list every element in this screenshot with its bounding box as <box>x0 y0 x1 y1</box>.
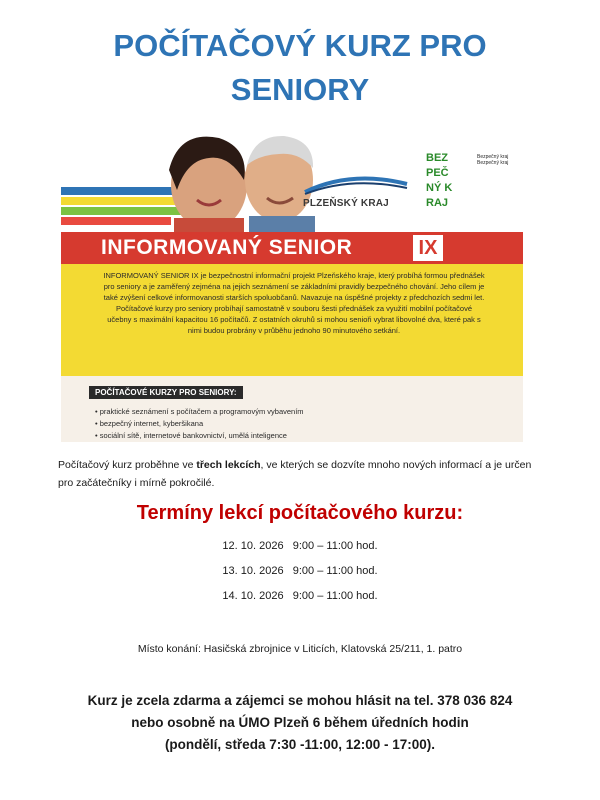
contact-line-3: (pondělí, středa 7:30 -11:00, 12:00 - 17:00). <box>164 737 436 752</box>
page-title <box>0 24 600 112</box>
topics-list <box>95 406 304 442</box>
title-line-1: POČÍTAČOVÝ KURZ PRO <box>113 28 487 63</box>
course-topics-box <box>61 376 523 442</box>
title-line-2: SENIORY <box>230 72 370 107</box>
contact-info <box>0 690 600 756</box>
plzensky-kraj-label: PLZEŇSKÝ KRAJ <box>303 198 389 209</box>
terms-heading: Termíny lekcí počítačového kurzu: <box>136 502 464 524</box>
contact-line-2: nebo osobně na ÚMO Plzeň 6 během úředních hodin <box>131 715 469 730</box>
banner-number: IX <box>413 235 443 261</box>
project-description-box <box>61 264 523 376</box>
poster-banner <box>61 232 523 264</box>
term-item: 12. 10. 2026 9:00 – 11:00 hod. <box>222 540 378 552</box>
banner-title: INFORMOVANÝ SENIOR <box>101 236 353 259</box>
project-poster <box>61 130 523 442</box>
venue-text: Místo konání: Hasičská zbrojnice v Liticích, Klatovská 25/211, 1. patro <box>137 643 463 655</box>
intro-paragraph: Počítačový kurz proběhne ve třech lekcích, ve kterých se dozvíte mnoho nových informací a je určen pro začátečníky i mírně pokročilé. <box>58 459 532 489</box>
poster-header <box>61 130 523 232</box>
project-description: INFORMOVANÝ SENIOR IX je bezpečnostní informační projekt Plzeňského kraje, který probíhá formou přednášek pro seniory a je zaměřený zejména na jejich seznámení se základními pravidly bezpečného chování. Jeho cílem je také zvýšení celkové informovanosti starších spoluobčanů. Navazuje na úspěšné projekty z předchozích sedmi let. Počítačové kurzy pro seniory probíhají samostatně v souboru šesti přednášek za využití mobilní počítačové učebny s maximální kapacitou 16 počítačů. Z ostatních okruhů si mohou senioři vybrat libovolné dva, které pak s nimi budou probrány v průběhu jednoho 90 minutového setkání. <box>103 271 485 335</box>
topics-heading: POČÍTAČOVÉ KURZY PRO SENIORY: <box>89 386 243 399</box>
term-item: 14. 10. 2026 9:00 – 11:00 hod. <box>222 590 378 602</box>
lesson-count: třech lekcích <box>196 459 261 471</box>
list-item: • praktické seznámení s počítačem a programovým vybavením <box>95 406 304 418</box>
contact-line-1: Kurz je zcela zdarma a zájemci se mohou hlásit na tel. 378 036 824 <box>87 693 513 708</box>
plzensky-kraj-logo <box>301 172 411 222</box>
bezpecny-kraj-logo: BEZ PEČ NÝ K RAJ Bezpečný kraj Bezpečný kraj <box>426 152 509 209</box>
term-item: 13. 10. 2026 9:00 – 11:00 hod. <box>222 565 378 577</box>
list-item: • sociální sítě, internetové bankovnictví, umělá inteligence <box>95 430 304 442</box>
list-item: • bezpečný internet, kyberšikana <box>95 418 304 430</box>
